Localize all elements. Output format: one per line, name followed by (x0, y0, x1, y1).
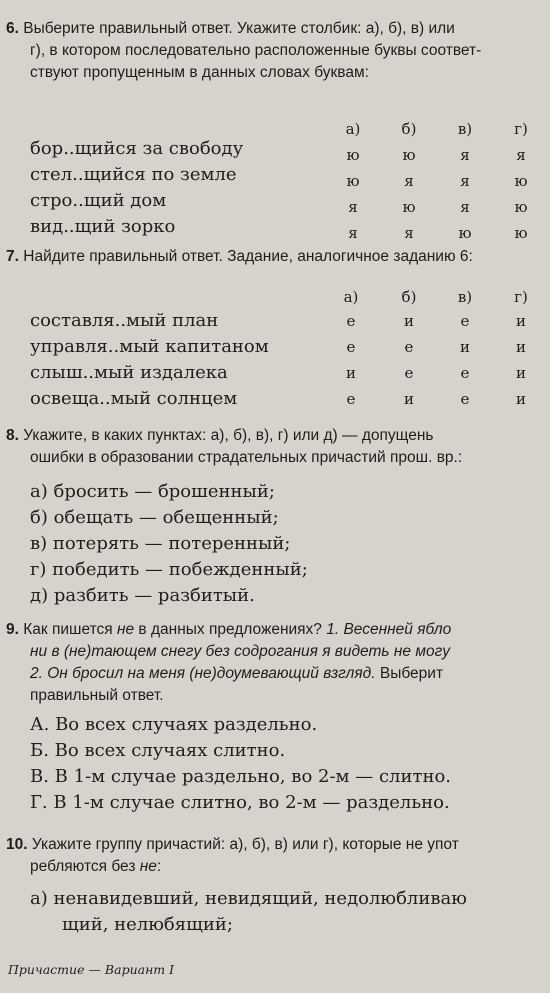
list-item: г) победить — побежденный; (30, 559, 308, 580)
question-10-text: 10. Укажите группу причастий: а), б), в) или г), которые не упот ребляются без не: (6, 836, 459, 875)
list-item: А. Во всех случаях раздельно. (30, 714, 318, 735)
textbook-page: 6. Выберите правильный ответ. Укажите столбик: а), б), в) или г), в котором последовательно расположенные буквы соответ- ствуют пропущенным в данных словах буквам: а) б) в) г) бор..щийся за свободу ю ю я я стел..щийся по земле ю я я ю стро..щий дом я ю я ю вид..щий зорко я я ю ю 7. Найдите правильный ответ. Задание, аналогичное заданию 6: а) б) в) г) составля..мый план е и е и управля..мый капитаном е е и и слыш..мый издалека и е е и освеща..мый солнцем е и е и 8. Укажите, в каких пунктах: а), б), в), г) или д) — допущень ошибки в образовании страдательных причастий прош. вр.: а) бросить — брошенный; б) обещать — обещенный; в) потерять — потеренный; г) победить — побежденный; д) разбить — разбитый. 9. Как пишется не в данных предложениях? 1. Весенней ябло ни в (не)тающем снегу без содрогания я видеть не могу 2. Он бросил на меня (не)доумевающий взгляд. Выберит правильный ответ. А. Во всех случаях раздельно. Б. Во всех случаях слитно. В. В 1-м случае раздельно, во 2-м — слитно. Г. В 1-м случае слитно, во 2-м — раздельно. 10. Укажите группу причастий: а), б), в) или г), которые не упот ребляются без не: а) ненавидевший, невидящий, недолюбливаю щий, нелюбящий; Причастие — Вариант I (0, 0, 550, 993)
list-item: Г. В 1-м случае слитно, во 2-м — раздельно. (30, 792, 450, 813)
list-item: Б. Во всех случаях слитно. (30, 740, 286, 761)
list-item: в) потерять — потеренный; (30, 533, 291, 554)
question-7 (6, 246, 550, 268)
list-item: щий, нелюбящий; (62, 914, 233, 935)
question-8-text: 8. Укажите, в каких пунктах: а), б), в), г) или д) — допущень ошибки в образовании страдательных причастий прош. вр.: (6, 427, 463, 466)
question-9 (6, 619, 550, 707)
list-item: а) ненавидевший, невидящий, недолюбливаю (30, 888, 467, 909)
page-footer: Причастие — Вариант I (8, 962, 175, 977)
list-item: а) бросить — брошенный; (30, 481, 275, 502)
question-7-text: 7. Найдите правильный ответ. Задание, аналогичное заданию 6: (6, 248, 473, 265)
question-9-text: 9. Как пишется не в данных предложениях? 1. Весенней ябло ни в (не)тающем снегу без содрогания я видеть не могу 2. Он бросил на меня (не)доумевающий взгляд. Выберит правильный ответ. (6, 621, 452, 704)
question-6-text: 6. Выберите правильный ответ. Укажите столбик: а), б), в) или г), в котором последовательно расположенные буквы соответ- ствуют пропущенным в данных словах буквам: (6, 20, 482, 81)
list-item: б) обещать — обещенный; (30, 507, 279, 528)
question-6 (6, 18, 550, 84)
list-item: д) разбить — разбитый. (30, 585, 255, 606)
question-8 (6, 425, 550, 469)
list-item: В. В 1-м случае раздельно, во 2-м — слитно. (30, 766, 452, 787)
question-10 (6, 834, 550, 878)
